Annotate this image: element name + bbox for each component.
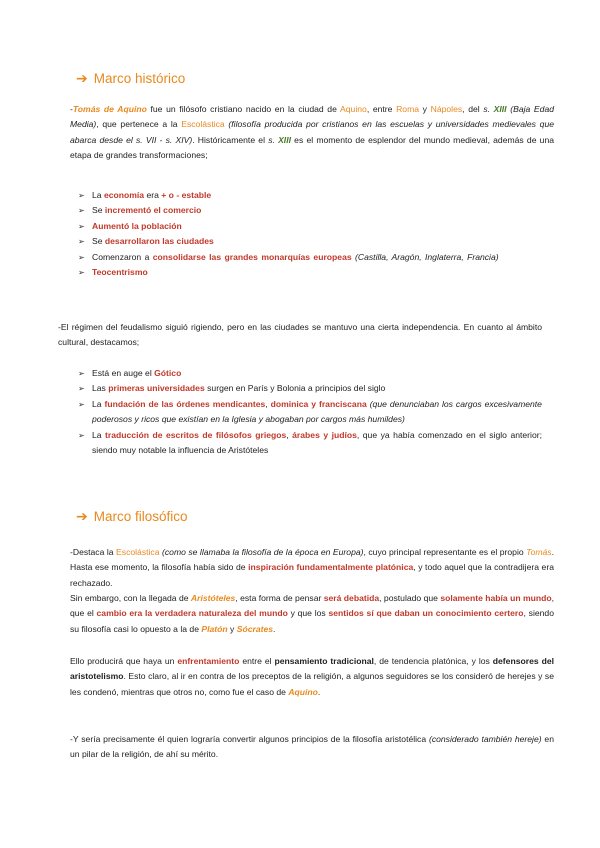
philosophy-paragraph-2: Sin embargo, con la llegada de Aristóteles, esta forma de pensar será debatida, postulado que solamente había un mundo, que el cambio era la verdadera naturaleza del mundo y que los sentidos sí que daban un conocimiento certero, siendo su filosofía casi lo opuesto a la de Platón y Sócrates. — [70, 593, 555, 634]
bullet-arrow-icon: ➢ — [78, 369, 85, 378]
philosophy-paragraph-3: Ello producirá que haya un enfrentamiento entre el pensamiento tradicional, de tendencia platónica, y los defensores del aristotelismo. Esto claro, al ir en contra de los preceptos de la religión, a algunos seguidores se los consideró de herejes y se les condenó, mientras que otros no, como fue el caso de Aquino. — [70, 656, 554, 697]
arrow-right-icon: ➔ — [76, 70, 88, 86]
bullet-arrow-icon: ➢ — [78, 430, 85, 440]
bullet-arrow-icon: ➢ — [78, 237, 85, 247]
philosophy-paragraph-1: -Destaca la Escolástica (como se llamaba la filosofía de la época en Europa), cuyo principal representante es el propio Tomás. Hasta ese momento, la filosofía había sido de inspiración fundamentalmente platónica, y todo aquel que la contradijera era rechazado. — [70, 547, 554, 588]
section-heading-marco-historico — [76, 70, 185, 87]
intro-paragraph: -Tomás de Aquino fue un filósofo cristiano nacido en la ciudad de Aquino, entre Roma y Nápoles, del s. XIII (Baja Edad Media), que pertenece a la Escolástica (filosofía producida por cristianos en las escuelas y universidades medievales que abarca desde el s. VII - s. XIV). Históricamente el s. XIII es el momento de esplendor del mundo medieval, además de una etapa de grandes transformaciones; — [70, 104, 555, 161]
list-item: ➢ Se desarrollaron las ciudades — [78, 234, 542, 249]
bullet-arrow-icon: ➢ — [78, 191, 85, 200]
list-item: ➢ Está en auge el Gótico — [78, 366, 542, 381]
bullet-arrow-icon: ➢ — [78, 268, 85, 278]
bullet-arrow-icon: ➢ — [78, 221, 85, 231]
bullet-arrow-icon: ➢ — [78, 399, 85, 409]
list-item: ➢ Teocentrismo — [78, 265, 542, 280]
list-item: ➢ La fundación de las órdenes mendicantes, dominica y franciscana (que denunciaban los cargos excesivamente poderosos y ricos que existían en la Iglesia y abogaban por cargos más humildes) — [78, 398, 542, 425]
feudalism-paragraph: -El régimen del feudalismo siguió rigiendo, pero en las ciudades se mantuvo una cierta independencia. En cuanto al ámbito cultural, destacamos; — [58, 322, 542, 348]
list-item: ➢ Las primeras universidades surgen en París y Bolonia a principios del siglo — [78, 381, 542, 396]
bullet-arrow-icon: ➢ — [78, 384, 85, 394]
list-item: ➢ La traducción de escritos de filósofos griegos, árabes y judíos, que ya había comenzado en el siglo anterior; siendo muy notable la influencia de Aristóteles — [78, 429, 542, 456]
heading-text: Marco filosófico — [93, 509, 188, 524]
list-item: ➢ La economía era + o - estable — [78, 188, 542, 203]
section-heading-marco-filosofico — [76, 508, 188, 525]
list-item: ➢ Se incrementó el comercio — [78, 203, 542, 218]
bullet-arrow-icon: ➢ — [78, 252, 85, 262]
arrow-right-icon: ➔ — [76, 508, 88, 524]
philosophy-paragraph-4: -Y sería precisamente él quien lograría convertir algunos principios de la filosofía aristotélica (considerado también hereje) en un pilar de la religión, de ahí su mérito. — [70, 734, 554, 760]
culture-bullet-list — [78, 366, 542, 458]
economy-bullet-list — [78, 188, 542, 280]
bullet-arrow-icon: ➢ — [78, 206, 85, 216]
list-item: ➢ Aumentó la población — [78, 219, 542, 234]
list-item: ➢ Comenzaron a consolidarse las grandes monarquías europeas (Castilla, Aragón, Inglaterra, Francia) — [78, 250, 542, 265]
heading-text: Marco histórico — [93, 71, 186, 86]
